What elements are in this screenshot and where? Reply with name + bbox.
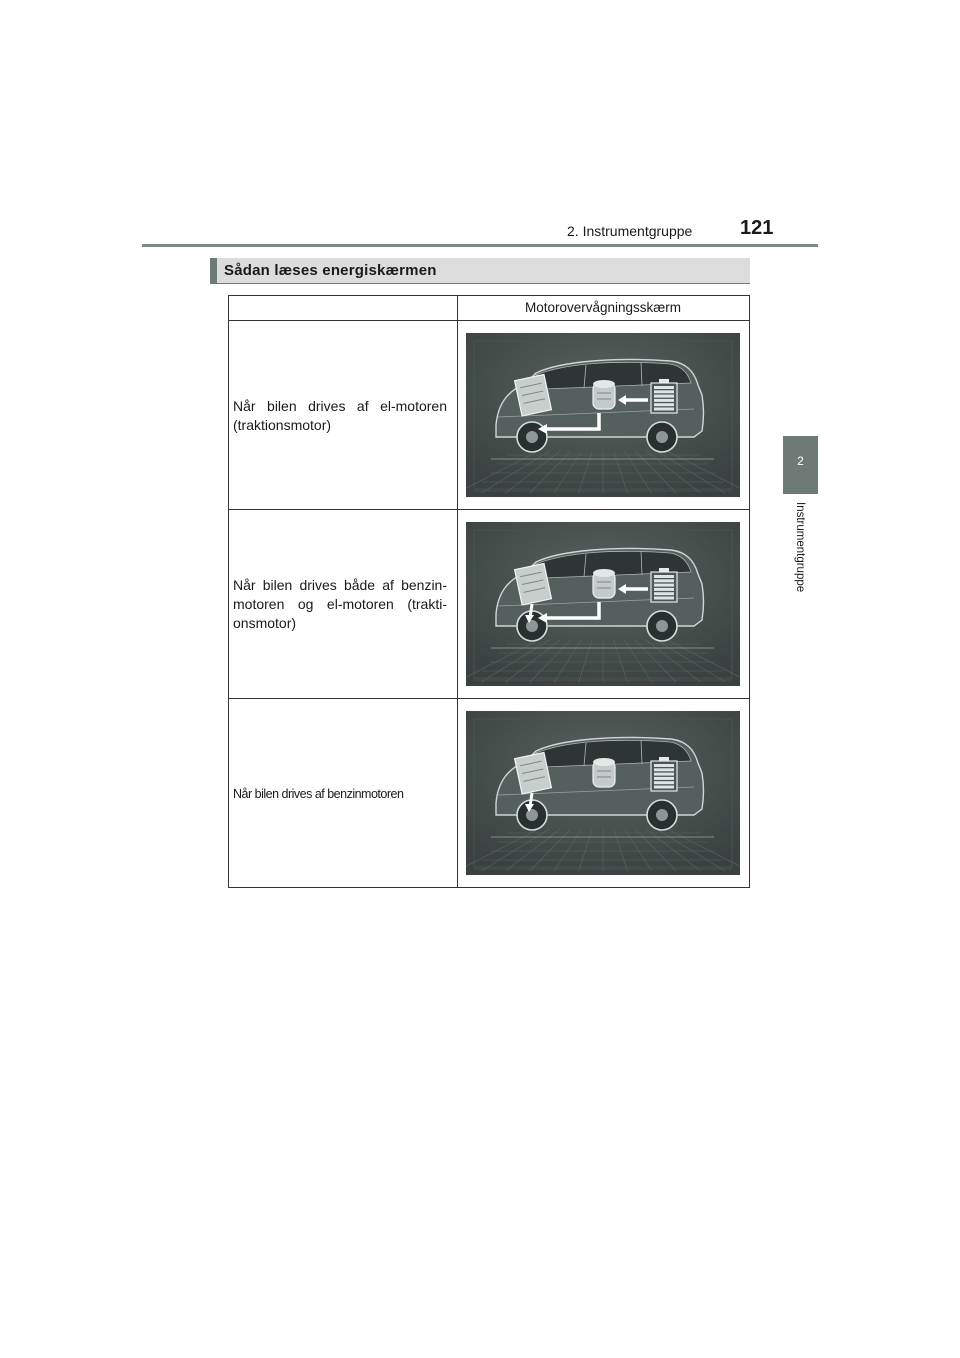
energy-monitor-screen-both — [466, 522, 740, 686]
chapter-tab-label: Instrumentgruppe — [794, 502, 806, 593]
row-label-electric: Når bilen drives af el-motoren (traktionsmotor) — [233, 398, 447, 433]
table-border-top — [228, 295, 750, 296]
table-border-left — [228, 295, 229, 888]
table-column-header: Motorovervågningsskærm — [524, 300, 682, 315]
table-border-row1 — [228, 509, 750, 510]
table-border-header — [228, 320, 750, 321]
page-number: 121 — [740, 217, 774, 239]
chapter-tab-number: 2 — [797, 454, 804, 468]
section-heading: Sådan læses energiskærmen — [224, 262, 437, 279]
table-border-row2 — [228, 698, 750, 699]
chapter-tab — [783, 436, 818, 494]
section-heading-bar — [210, 258, 750, 283]
table-border-bottom — [228, 887, 750, 888]
table-border-middle — [457, 295, 458, 888]
running-header-section: 2. Instrumentgruppe — [567, 223, 693, 239]
row-label-gasoline: Når bilen drives af benzinmotoren — [233, 787, 404, 801]
energy-monitor-screen-gasoline — [466, 711, 740, 875]
table-border-right — [749, 295, 750, 888]
section-heading-accent — [210, 258, 217, 283]
row-label-both: Når bilen drives både af benzin-motoren og el-motoren (trakti-onsmotor) — [233, 577, 447, 631]
energy-monitor-screen-electric — [466, 333, 740, 497]
section-heading-underline — [210, 283, 750, 284]
header-rule — [142, 244, 818, 247]
